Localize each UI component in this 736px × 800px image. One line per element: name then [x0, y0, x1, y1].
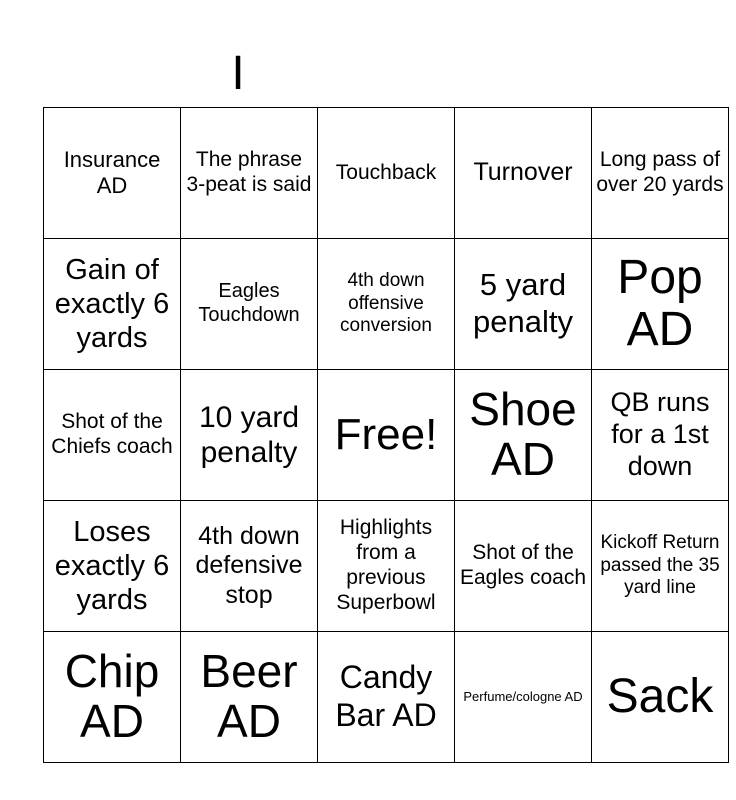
bingo-cell[interactable]: The phrase 3-peat is said: [181, 108, 318, 239]
bingo-cell[interactable]: Eagles Touchdown: [181, 239, 318, 370]
bingo-cell[interactable]: Perfume/cologne AD: [455, 632, 592, 763]
bingo-cell[interactable]: Insurance AD: [44, 108, 181, 239]
bingo-board: [43, 107, 729, 763]
bingo-cell[interactable]: Pop AD: [592, 239, 729, 370]
bingo-cell[interactable]: 4th down defensive stop: [181, 501, 318, 632]
board-row: [44, 108, 729, 239]
free-space-cell[interactable]: Free!: [318, 370, 455, 501]
bingo-cell[interactable]: Kickoff Return passed the 35 yard line: [592, 501, 729, 632]
bingo-cell[interactable]: Highlights from a previous Superbowl: [318, 501, 455, 632]
bingo-cell[interactable]: Sack: [592, 632, 729, 763]
bingo-cell[interactable]: Touchback: [318, 108, 455, 239]
bingo-cell[interactable]: QB runs for a 1st down: [592, 370, 729, 501]
bingo-cell[interactable]: Beer AD: [181, 632, 318, 763]
board-row: [44, 501, 729, 632]
bingo-cell[interactable]: Candy Bar AD: [318, 632, 455, 763]
board-row: [44, 239, 729, 370]
bingo-cell[interactable]: Chip AD: [44, 632, 181, 763]
board-row: [44, 632, 729, 763]
bingo-cell[interactable]: 4th down offensive conversion: [318, 239, 455, 370]
bingo-cell[interactable]: 10 yard penalty: [181, 370, 318, 501]
bingo-cell[interactable]: Shot of the Chiefs coach: [44, 370, 181, 501]
bingo-cell[interactable]: Long pass of over 20 yards: [592, 108, 729, 239]
card-title: I: [231, 47, 245, 100]
bingo-cell[interactable]: 5 yard penalty: [455, 239, 592, 370]
bingo-cell[interactable]: Shot of the Eagles coach: [455, 501, 592, 632]
bingo-cell[interactable]: Loses exactly 6 yards: [44, 501, 181, 632]
bingo-cell[interactable]: Turnover: [455, 108, 592, 239]
bingo-cell[interactable]: Gain of exactly 6 yards: [44, 239, 181, 370]
bingo-cell[interactable]: Shoe AD: [455, 370, 592, 501]
board-row: [44, 370, 729, 501]
